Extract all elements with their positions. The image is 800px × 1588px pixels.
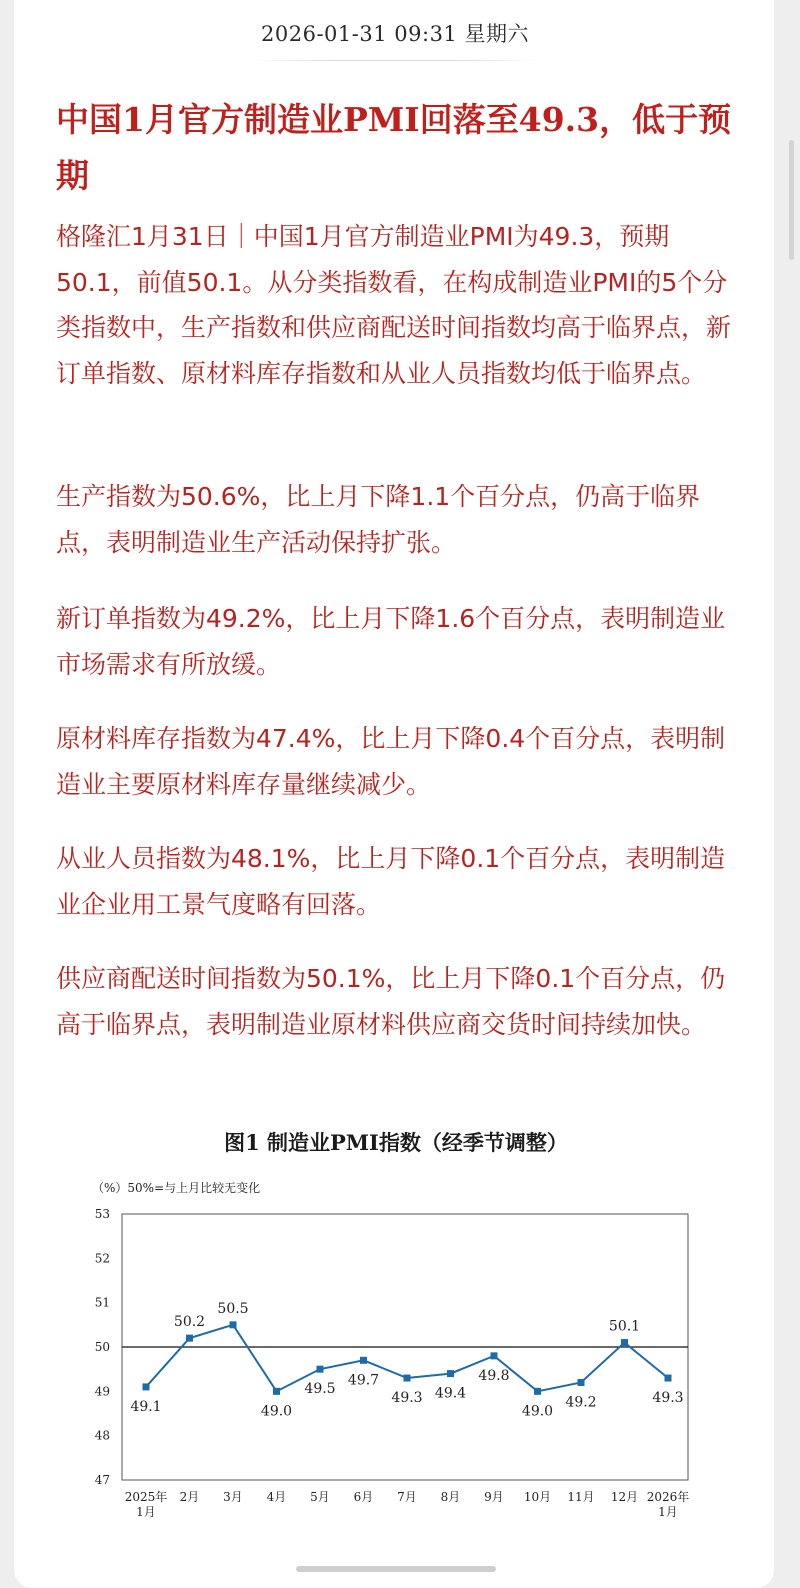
article-paragraph: 格隆汇1月31日｜中国1月官方制造业PMI为49.3，预期50.1，前值50.1。从分类指数看，在构成制造业PMI的5个分类指数中，生产指数和供应商配送时间指数均高于临界点，新订单指数、原材料库存指数和从业人员指数均低于临界点。 bbox=[56, 222, 732, 388]
data-label: 50.1 bbox=[608, 1318, 641, 1335]
x-tick-label: 2026年 bbox=[646, 1490, 690, 1504]
data-label: 49.3 bbox=[391, 1390, 423, 1407]
article-paragraph: 供应商配送时间指数为50.1%，比上月下降0.1个百分点，仍高于临界点，表明制造业原材料供应商交货时间持续加快。 bbox=[56, 964, 726, 1039]
publish-datetime: 2026-01-31 09:31 星期六 bbox=[261, 22, 529, 46]
y-tick-label: 50 bbox=[94, 1340, 110, 1354]
data-point bbox=[665, 1375, 672, 1382]
x-tick-label: 7月 bbox=[397, 1490, 417, 1504]
data-label: 49.2 bbox=[565, 1394, 597, 1411]
data-point bbox=[230, 1321, 237, 1328]
y-tick-label: 53 bbox=[94, 1207, 110, 1221]
chart-note: （%）50%=与上月比较无变化 bbox=[92, 1181, 261, 1195]
x-tick-label: 2025年 bbox=[124, 1490, 168, 1504]
data-label: 49.4 bbox=[434, 1385, 467, 1402]
data-point bbox=[143, 1383, 150, 1390]
x-tick-label: 10月 bbox=[523, 1490, 552, 1504]
data-label: 49.7 bbox=[347, 1372, 380, 1389]
article-paragraph: 从业人员指数为48.1%，比上月下降0.1个百分点，表明制造业企业用工景气度略有回落。 bbox=[56, 844, 726, 919]
data-label: 49.0 bbox=[260, 1403, 293, 1420]
x-tick-label: 12月 bbox=[610, 1490, 639, 1504]
x-tick-label: 5月 bbox=[310, 1490, 330, 1504]
data-point bbox=[491, 1352, 498, 1359]
data-point bbox=[186, 1335, 193, 1342]
data-point bbox=[534, 1388, 541, 1395]
data-point bbox=[273, 1388, 280, 1395]
x-tick-label: 8月 bbox=[440, 1490, 461, 1504]
x-tick-label: 4月 bbox=[266, 1490, 287, 1504]
data-label: 50.5 bbox=[217, 1300, 249, 1317]
data-label: 49.3 bbox=[652, 1390, 684, 1407]
divider bbox=[250, 60, 540, 61]
x-tick-label: 11月 bbox=[567, 1490, 595, 1504]
data-point bbox=[447, 1370, 454, 1377]
x-tick-label: 9月 bbox=[484, 1490, 504, 1504]
data-label: 49.0 bbox=[521, 1403, 554, 1420]
data-label: 49.5 bbox=[304, 1381, 336, 1398]
x-tick-label: 2月 bbox=[179, 1490, 200, 1504]
x-tick-label: 3月 bbox=[223, 1490, 243, 1504]
data-label: 49.8 bbox=[478, 1367, 510, 1384]
article-paragraph: 新订单指数为49.2%，比上月下降1.6个百分点，表明制造业市场需求有所放缓。 bbox=[56, 604, 726, 679]
y-tick-label: 49 bbox=[94, 1384, 110, 1399]
y-tick-label: 48 bbox=[94, 1428, 110, 1443]
home-indicator[interactable] bbox=[296, 1566, 496, 1572]
article-paragraph: 原材料库存指数为47.4%，比上月下降0.4个百分点，表明制造业主要原材料库存量继续减少。 bbox=[56, 724, 726, 799]
y-tick-label: 47 bbox=[94, 1473, 110, 1487]
chart-title: 图1 制造业PMI指数（经季节调整） bbox=[224, 1130, 568, 1155]
article-paragraph: 生产指数为50.6%，比上月下降1.1个百分点，仍高于临界点，表明制造业生产活动保持扩张。 bbox=[56, 482, 701, 557]
x-tick-label: 1月 bbox=[658, 1505, 678, 1519]
x-tick-label: 1月 bbox=[136, 1505, 156, 1519]
data-point bbox=[360, 1357, 367, 1364]
y-tick-label: 51 bbox=[94, 1295, 110, 1310]
x-tick-label: 6月 bbox=[353, 1490, 374, 1504]
pmi-chart-svg bbox=[80, 1118, 720, 1538]
data-label: 49.1 bbox=[130, 1398, 162, 1415]
data-point bbox=[621, 1339, 628, 1346]
data-point bbox=[404, 1375, 411, 1382]
data-point bbox=[578, 1379, 585, 1386]
article-headline: 中国1月官方制造业PMI回落至49.3，低于预期 bbox=[56, 100, 732, 195]
pmi-chart bbox=[80, 1118, 720, 1538]
scrollbar[interactable] bbox=[789, 140, 794, 260]
data-point bbox=[317, 1366, 324, 1373]
y-tick-label: 52 bbox=[94, 1251, 110, 1266]
data-label: 50.2 bbox=[173, 1314, 206, 1331]
